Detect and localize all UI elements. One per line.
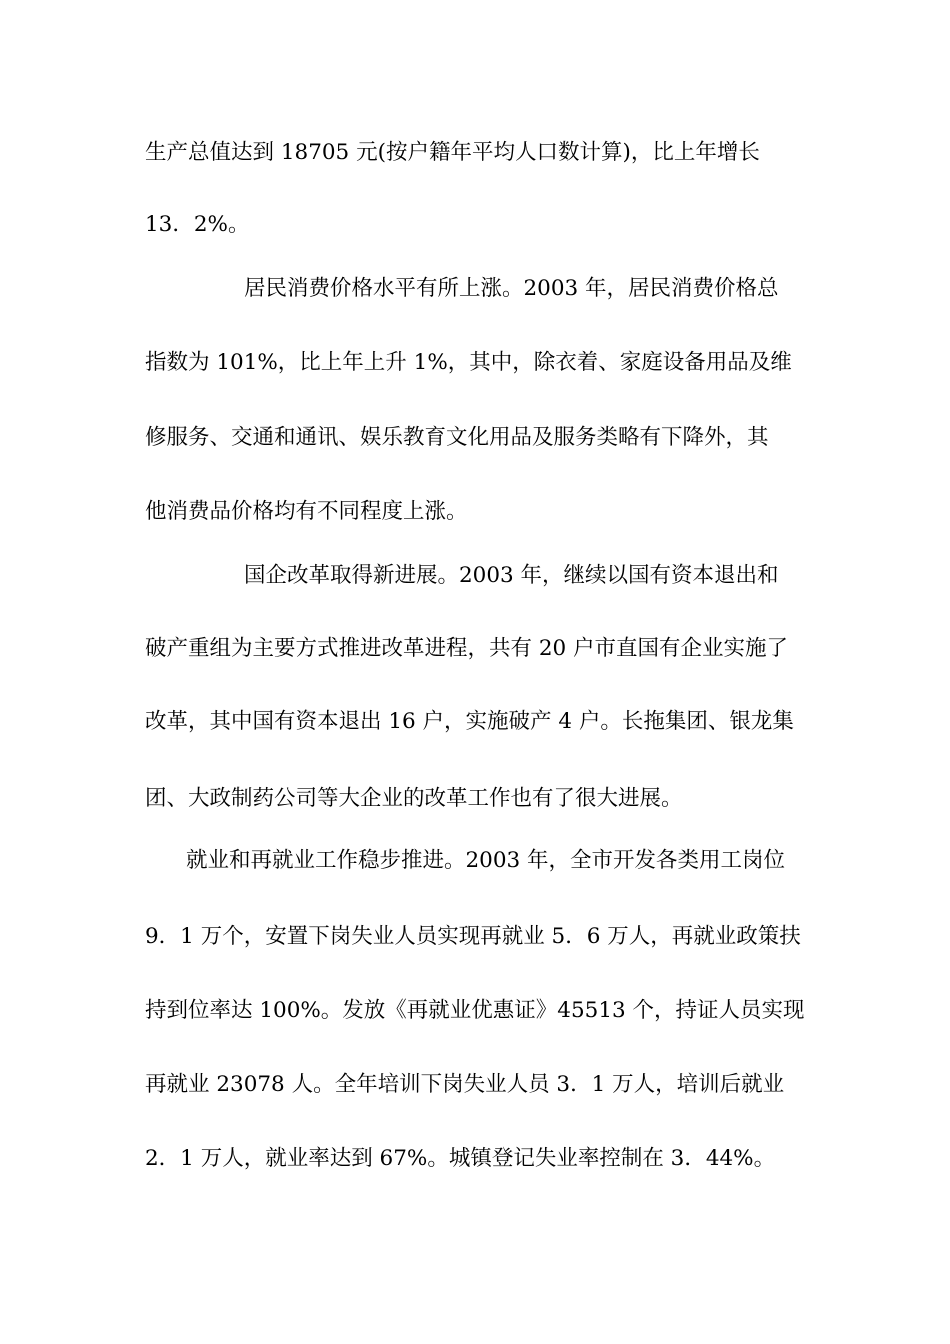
text-line: 他消费品价格均有不同程度上涨。 <box>145 499 468 524</box>
text-line: 持到位率达 100%。发放《再就业优惠证》45513 个，持证人员实现 <box>145 998 805 1023</box>
text-line: 2．1 万人，就业率达到 67%。城镇登记失业率控制在 3．44%。 <box>145 1146 776 1171</box>
text-line: 居民消费价格水平有所上涨。2003 年，居民消费价格总 <box>244 276 779 301</box>
text-line: 13．2%。 <box>145 212 250 237</box>
text-line: 团、大政制药公司等大企业的改革工作也有了很大进展。 <box>145 786 683 811</box>
text-line: 国企改革取得新进展。2003 年，继续以国有资本退出和 <box>244 563 779 588</box>
text-line: 再就业 23078 人。全年培训下岗失业人员 3．1 万人，培训后就业 <box>145 1072 785 1097</box>
text-line: 改革，其中国有资本退出 16 户，实施破产 4 户。长拖集团、银龙集 <box>145 709 794 734</box>
text-line: 指数为 101%，比上年上升 1%，其中，除衣着、家庭设备用品及维 <box>145 350 792 375</box>
text-line: 就业和再就业工作稳步推进。2003 年，全市开发各类用工岗位 <box>186 848 786 873</box>
text-line: 9．1 万个，安置下岗失业人员实现再就业 5．6 万人，再就业政策扶 <box>145 924 801 949</box>
text-line: 破产重组为主要方式推进改革进程，共有 20 户市直国有企业实施了 <box>145 636 789 661</box>
text-line: 生产总值达到 18705 元(按户籍年平均人口数计算)，比上年增长 <box>145 140 760 165</box>
text-line: 修服务、交通和通讯、娱乐教育文化用品及服务类略有下降外，其 <box>145 425 769 450</box>
